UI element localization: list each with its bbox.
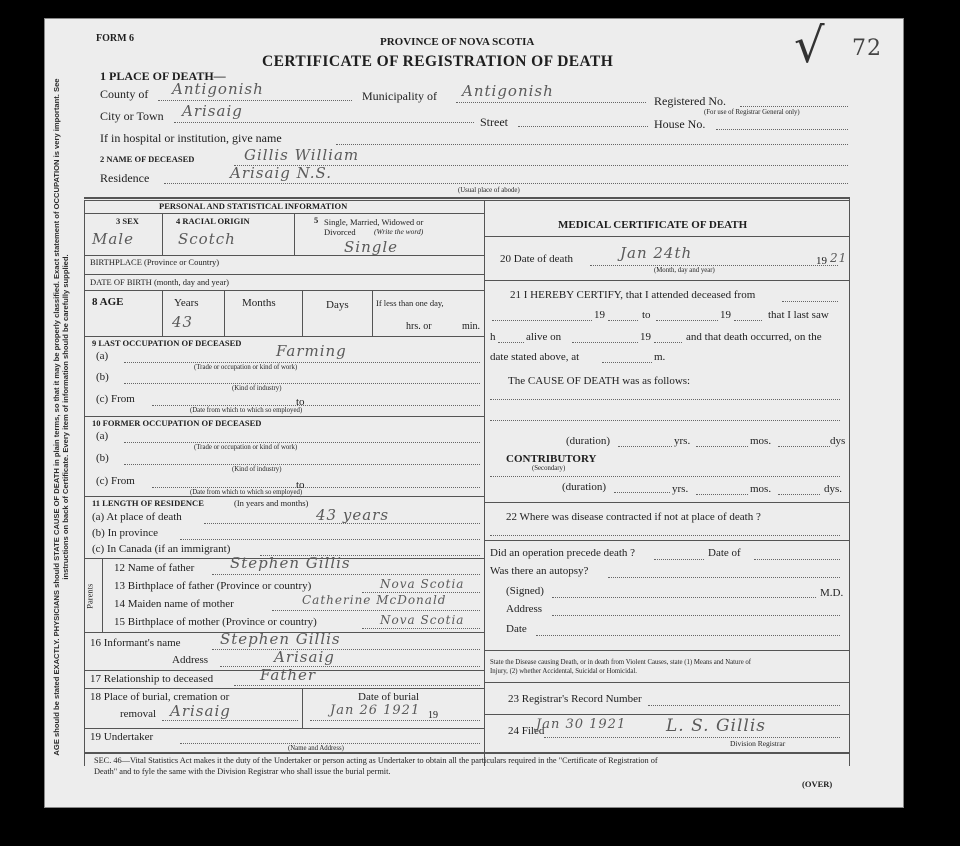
footer-text-1: SEC. 46—Vital Statistics Act makes it the duty of the Undertaker or person acting as Undertaker to obtain all the particulars required in the "Certificate of Registration of (94, 756, 658, 765)
burial-year-print: 19 (428, 710, 438, 721)
residence-value: Arisaig N.S. (230, 164, 333, 182)
father-name-label: 12 Name of father (114, 562, 195, 574)
father-name-value: Stephen Gillis (230, 554, 351, 572)
footer-text-2: Death" and to fyle the same with the Division Registrar who shall issue the burial permit. (94, 767, 391, 776)
sex-value: Male (92, 230, 134, 248)
division-registrar-label: Division Registrar (730, 739, 786, 748)
certify-line-1: 21 I HEREBY CERTIFY, that I attended deceased from (510, 289, 756, 301)
residence-label: Residence (100, 171, 150, 185)
parents-side-label: Parents (84, 583, 95, 609)
over-label: (OVER) (802, 779, 833, 789)
last-occupation-to: to (296, 396, 305, 408)
cause-mos: mos. (750, 435, 772, 447)
cause-dys: dys (830, 435, 846, 447)
months-label: Months (242, 297, 276, 309)
instructions-text: AGE should be stated EXACTLY. PHYSICIANS should STATE CAUSE OF DEATH in plain terms, so that it may be properly classified. Exact statement of OCCUPATION is very important. See instructions on back of Certificate. Every item of information should be carefully supplied. (52, 78, 70, 756)
record-number-label: 23 Registrar's Record Number (508, 693, 642, 705)
municipality-value: Antigonish (462, 82, 554, 100)
years-label: Years (174, 297, 199, 309)
county-value: Antigonish (172, 80, 264, 98)
burial-removal-label: removal (120, 708, 157, 720)
min-label: min. (462, 321, 481, 332)
instructions-sidebar (48, 72, 74, 762)
contributory-yrs: yrs. (672, 483, 689, 495)
name-address-note: (Name and Address) (288, 745, 344, 752)
relationship-value: Father (260, 666, 317, 684)
certify-to: to (642, 309, 651, 321)
sex-label: 3 SEX (116, 216, 139, 226)
days-label: Days (326, 299, 349, 311)
secondary-note: (Secondary) (532, 465, 566, 472)
death-year-value: 21 (830, 251, 848, 265)
md-label: M.D. (820, 587, 844, 599)
marital-value: Single (344, 238, 399, 256)
canada-residence-label: (c) In Canada (if an immigrant) (92, 543, 231, 555)
check-mark: √ (794, 18, 826, 74)
certify-m: m. (654, 351, 666, 363)
registered-label: Registered No. (654, 94, 726, 108)
doctor-address-label: Address (506, 603, 543, 615)
operation-date-label: Date of (708, 547, 741, 559)
certify-death-occurred: and that death occurred, on the (686, 331, 822, 343)
certify-last-saw: that I last saw (768, 309, 829, 321)
last-occupation-b: (b) (96, 371, 109, 383)
registrar-use-note: (For use of Registrar General only) (704, 109, 800, 116)
filed-label: 24 Filed (508, 725, 545, 737)
state-note-1: State the Disease causing Death, or in death from Violent Causes, state (1) Means and Nature of (490, 659, 752, 666)
dob-label: DATE OF BIRTH (month, day and year) (90, 277, 230, 287)
informant-address-label: Address (172, 654, 209, 666)
province-residence-label: (b) In province (92, 527, 158, 539)
form-number: FORM 6 (96, 33, 135, 44)
marital-number: 5 (314, 215, 319, 225)
death-date-label: 20 Date of death (500, 253, 573, 265)
burial-date-value: Jan 26 1921 (330, 703, 421, 718)
place-of-death-heading: 1 PLACE OF DEATH— (100, 69, 226, 83)
former-occupation-a: (a) (96, 430, 109, 442)
mother-birthplace-value: Nova Scotia (380, 613, 465, 627)
length-residence-note: (In years and months) (234, 498, 309, 508)
place-residence-label: (a) At place of death (92, 511, 182, 523)
father-birthplace-label: 13 Birthplace of father (Province or country) (114, 580, 312, 592)
industry-note: (Kind of industry) (232, 385, 282, 392)
certificate-sheet (44, 18, 904, 808)
county-label: County of (100, 87, 149, 101)
certify-19-a: 19 (594, 309, 605, 321)
certificate-title: CERTIFICATE OF REGISTRATION OF DEATH (262, 53, 614, 70)
marital-write-note: (Write the word) (374, 227, 424, 236)
contracted-label: 22 Where was disease contracted if not at place of death ? (506, 511, 761, 523)
registrar-signature: L. S. Gillis (666, 716, 766, 736)
last-occupation-label: 9 LAST OCCUPATION OF DECEASED (92, 338, 242, 348)
date-note: (Date from which to which so employed) (190, 407, 303, 414)
marital-label: Single, Married, Widowed or (324, 217, 424, 227)
racial-label: 4 RACIAL ORIGIN (176, 216, 250, 226)
less-than-day-label: If less than one day, (376, 298, 444, 308)
length-residence-label: 11 LENGTH OF RESIDENCE (92, 498, 204, 508)
deceased-value: Gillis William (244, 146, 360, 164)
age-label: 8 AGE (92, 296, 124, 308)
municipality-label: Municipality of (362, 89, 437, 103)
former-occupation-b: (b) (96, 452, 109, 464)
certify-19-c: 19 (640, 331, 651, 343)
former-occupation-label: 10 FORMER OCCUPATION OF DECEASED (92, 418, 262, 428)
certify-alive-on: alive on (526, 331, 562, 343)
house-label: House No. (654, 117, 706, 131)
operation-label: Did an operation precede death ? (490, 547, 636, 559)
abode-note: (Usual place of abode) (458, 187, 520, 194)
racial-value: Scotch (178, 230, 236, 248)
doctor-date-label: Date (506, 623, 527, 635)
mother-name-label: 14 Maiden name of mother (114, 598, 234, 610)
last-occupation-value: Farming (276, 342, 347, 360)
deceased-label: 2 NAME OF DECEASED (100, 154, 195, 164)
place-residence-value: 43 years (316, 506, 390, 524)
informant-address-value: Arisaig (274, 648, 335, 666)
former-industry-note: (Kind of industry) (232, 466, 282, 473)
contributory-mos: mos. (750, 483, 772, 495)
former-occupation-from: (c) From (96, 475, 135, 487)
filed-value: Jan 30 1921 (536, 717, 627, 732)
informant-name-label: 16 Informant's name (90, 637, 181, 649)
province-heading: PROVINCE OF NOVA SCOTIA (380, 36, 535, 48)
death-date-note: (Month, day and year) (654, 267, 715, 274)
trade-note: (Trade or occupation or kind of work) (194, 364, 298, 371)
city-value: Arisaig (182, 102, 243, 120)
former-occupation-to: to (296, 479, 305, 491)
autopsy-label: Was there an autopsy? (490, 565, 589, 577)
hospital-label: If in hospital or institution, give name (100, 131, 282, 145)
marital-label-2: Divorced (324, 227, 356, 237)
cause-duration: (duration) (566, 435, 610, 447)
mother-birthplace-label: 15 Birthplace of mother (Province or country) (114, 616, 317, 628)
burial-place-value: Arisaig (170, 702, 231, 720)
personal-heading: PERSONAL AND STATISTICAL INFORMATION (159, 201, 348, 211)
cause-label: The CAUSE OF DEATH was as follows: (508, 375, 691, 387)
burial-date-label: Date of burial (358, 691, 420, 703)
cause-yrs: yrs. (674, 435, 691, 447)
contributory-label: CONTRIBUTORY (506, 453, 597, 465)
mother-name-value: Catherine McDonald (302, 593, 447, 607)
relationship-label: 17 Relationship to deceased (90, 673, 214, 685)
certify-stated-above: date stated above, at (490, 351, 580, 363)
street-label: Street (480, 115, 508, 129)
page-number: 72 (852, 36, 882, 61)
medical-heading: MEDICAL CERTIFICATE OF DEATH (558, 219, 748, 231)
state-note-2: Injury, (2) whether Accidental, Suicidal or Homicidal. (490, 668, 637, 675)
signed-label: (Signed) (506, 585, 544, 597)
hrs-label: hrs. or (406, 321, 432, 332)
father-birthplace-value: Nova Scotia (380, 577, 465, 591)
city-label: City or Town (100, 109, 164, 123)
age-value: 43 (172, 313, 194, 331)
last-occupation-from: (c) From (96, 393, 135, 405)
former-date-note: (Date from which to which so employed) (190, 489, 303, 496)
certify-19-b: 19 (720, 309, 731, 321)
former-trade-note: (Trade or occupation or kind of work) (194, 444, 298, 451)
informant-name-value: Stephen Gillis (220, 630, 341, 648)
contributory-duration: (duration) (562, 481, 606, 493)
undertaker-label: 19 Undertaker (90, 731, 154, 743)
death-date-value: Jan 24th (620, 244, 693, 262)
contributory-dys: dys. (824, 483, 843, 495)
birthplace-label: BIRTHPLACE (Province or Country) (90, 257, 220, 267)
burial-place-label: 18 Place of burial, cremation or (90, 691, 230, 703)
certify-h: h (490, 331, 496, 343)
last-occupation-a: (a) (96, 350, 109, 362)
death-year-print: 19 (816, 255, 827, 267)
